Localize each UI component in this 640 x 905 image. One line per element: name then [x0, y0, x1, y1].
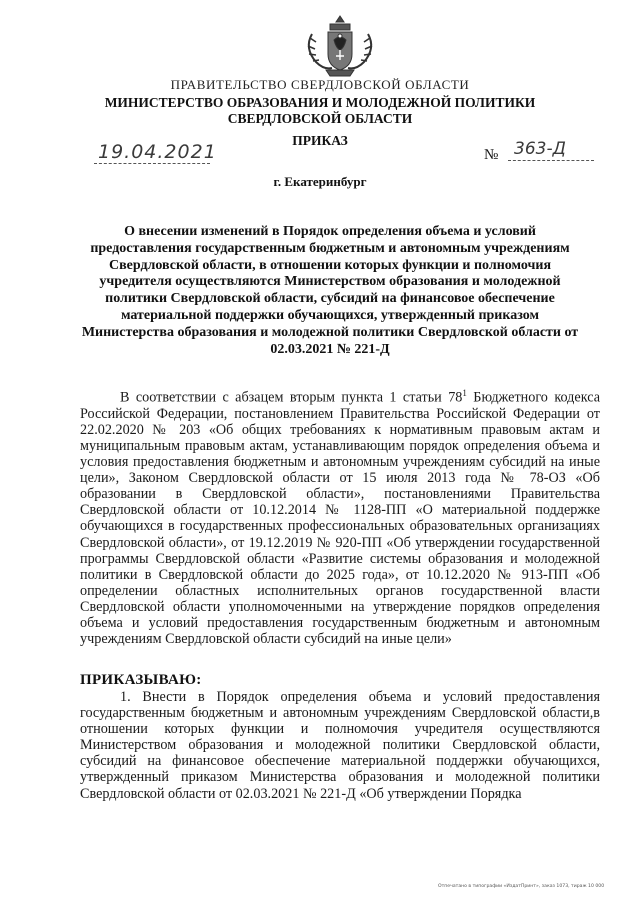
ministry-name-line1: МИНИСТЕРСТВО ОБРАЗОВАНИЯ И МОЛОДЕЖНОЙ ПОЛИТИКИ: [104, 95, 536, 110]
government-name: ПРАВИТЕЛЬСТВО СВЕРДЛОВСКОЙ ОБЛАСТИ: [170, 77, 470, 92]
preamble-part2: Бюджетного кодекса Российской Федерации, постановлением Правительства Российской Федерации от 22.02.2020 № 203 «Об общих требованиях к нормативным правовым актам и муниципальным правовым актам, устанавливающим порядок определения объема и условия предоставления бюджетным и автономным учреждениям субсидий на иные цели», Законом Свердловской области от 15 июля 2013 года № 78-ОЗ «Об образовании в Свердловской области», постановлениями Правительства Свердловской области от 10.12.2014 № 1128-ПП «О материальной поддержке обучающихся в государственных профессиональных образовательных организациях Свердловской области», от 19.12.2019 № 920-ПП «Об утверждении государственной программы Свердловской области «Развитие системы образования и молодежной политики в Свердловской области до 2025 года», от 10.12.2020 № 913-ПП «Об определении областных исполнительных органов государственной власти Свердловской области уполномоченными на утверждение порядков определения объема и условий предоставления государственным бюджетным и автономным учреждениям Свердловской области субсидий на иные цели»: [80, 389, 600, 648]
order-item-1-text: 1. Внести в Порядок определения объема и условий предоставления государственным бюджетным и автономным учреждениям Свердловской области,в отношении которых функции и полномочия учредителя осуществляются Министерством образования и молодежной политики Свердловской области, субсидий на финансовое обеспечение материальной поддержки обучающихся, утвержденный приказом Министерства образования и молодежной политики Свердловской области от 02.03.2021 № 221-Д «Об утверждении Порядка: [80, 689, 600, 802]
preamble: [80, 385, 600, 647]
order-item-1: [80, 689, 600, 802]
print-footer-note: Отпечатано в типографии «ИздатПринт», заказ 1073, тираж 10 000: [438, 884, 605, 889]
preamble-part1: В соответствии с абзацем вторым пункта 1 статьи 78: [120, 389, 463, 406]
ministry-name-line2: СВЕРДЛОВСКОЙ ОБЛАСТИ: [227, 111, 413, 126]
coat-of-arms-emblem: [300, 12, 380, 80]
article-superscript: 1: [462, 388, 467, 398]
ministry-name: [0, 95, 640, 127]
handwritten-number: 363-Д: [508, 138, 594, 161]
city: г. Екатеринбург: [273, 174, 367, 189]
preamble-paragraph: [80, 385, 600, 647]
document-title: О внесении изменений в Порядок определения объема и условий предоставления государственным бюджетным и автономным учреждениям Свердловской области, в отношении которых функции и полномочия учредителя осуществляются Министерством образования и молодежной политики Свердловской области, субсидий на финансовое обеспечение материальной поддержки обучающихся, утвержденный приказом Министерства образования и молодежной политики Свердловской области от 02.03.2021 № 221-Д: [81, 224, 579, 357]
number-label: №: [484, 147, 499, 163]
decree-word: ПРИКАЗЫВАЮ:: [80, 672, 202, 688]
handwritten-date: 19.04.2021: [94, 141, 210, 164]
document-type: ПРИКАЗ: [292, 133, 348, 148]
